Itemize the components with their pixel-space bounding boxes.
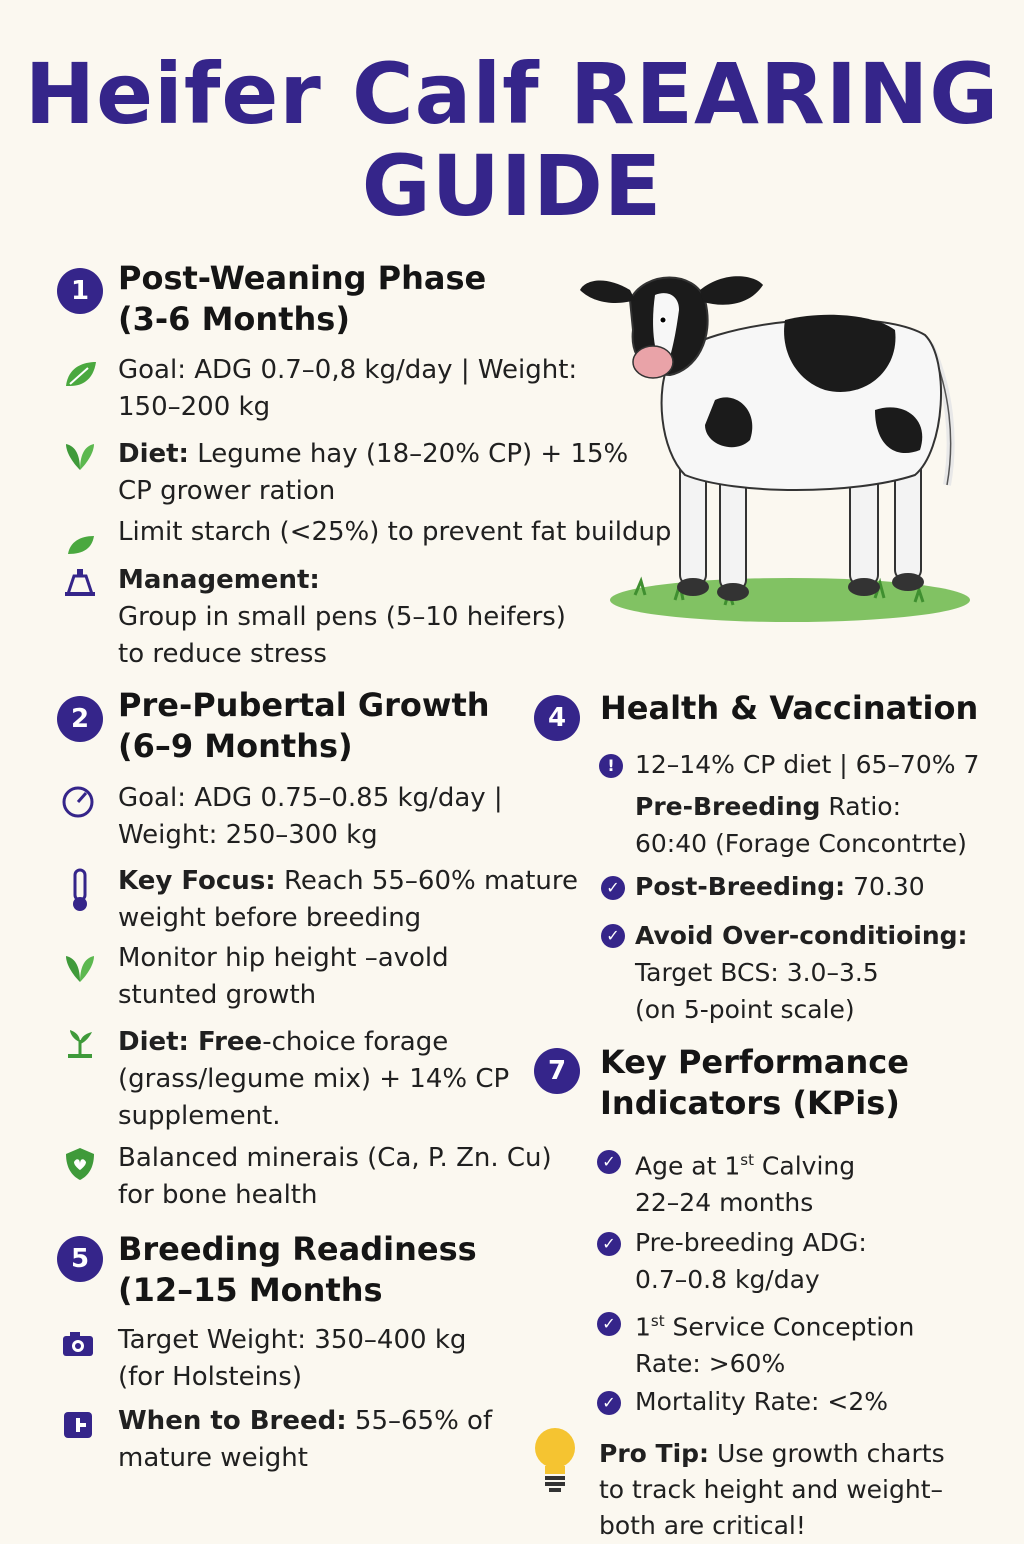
kpi-2-line-1: Pre-breeding ADG: [635, 1228, 867, 1257]
sprout-icon [62, 950, 98, 986]
calendar-icon [60, 1406, 96, 1442]
s1-management-label: Management: [118, 565, 320, 595]
section-4-heading: Health & Vaccination [600, 689, 979, 727]
s2-goal-line-1: Goal: ADG 0.75–0.85 kg/day | [118, 783, 503, 813]
s1-starch: Limit starch (<25%) to prevent fat buildup [118, 517, 672, 547]
kpi-3-text-b: Service Conception [664, 1312, 915, 1342]
shield-icon [62, 1146, 98, 1182]
pro-tip-line-3: both are critical! [599, 1511, 806, 1540]
check-icon: ✓ [597, 1391, 621, 1415]
s2-diet-line-1: -choice forage [262, 1027, 449, 1057]
kpi-2-line-2: 0.7–0.8 kg/day [635, 1265, 820, 1294]
s5-when-label: When to Breed: [118, 1406, 347, 1436]
section-5-number: 5 [57, 1236, 103, 1282]
small-leaf-icon [64, 524, 100, 560]
section-7-heading [600, 1042, 909, 1124]
section-7-heading-line-2: Indicators (KPis) [600, 1084, 900, 1122]
kpi-3-text-a: 1 [635, 1312, 651, 1342]
kpi-1-line-2: 22–24 months [635, 1188, 814, 1218]
s2-hip-line-2: stunted growth [118, 980, 317, 1010]
s5-target-line-2: (for Holsteins) [118, 1362, 302, 1392]
pro-tip-line-2: to track height and weight– [599, 1475, 944, 1504]
s4-avoid-line-1: Target BCS: 3.0–3.5 [635, 958, 879, 987]
kpi-age-first-calving [635, 1142, 855, 1221]
s2-minerals [118, 1140, 552, 1214]
kpi-conception-rate [635, 1303, 914, 1382]
s2-key-focus-line-2: weight before breeding [118, 903, 422, 933]
s4-avoid-line-2: (on 5-point scale) [635, 995, 855, 1024]
leaf-icon [62, 356, 98, 392]
thermometer-icon [62, 868, 98, 912]
s5-when-line-2: mature weight [118, 1443, 308, 1473]
s2-hip-height [118, 940, 449, 1014]
s1-management-line-2: to reduce stress [118, 639, 327, 669]
barn-icon [62, 564, 98, 600]
camera-icon [60, 1326, 96, 1362]
s2-key-focus-label: Key Focus: [118, 866, 276, 896]
section-4-number: 4 [534, 695, 580, 741]
s4-pre-line-1: Ratio: [820, 792, 901, 821]
kpi-1-text-b: Calving [753, 1151, 856, 1181]
section-5-heading-line-1: Breeding Readiness [118, 1230, 477, 1268]
section-2-heading-line-2: (6–9 Months) [118, 727, 353, 765]
s2-diet-label: Diet: Free [118, 1027, 263, 1057]
pro-tip-line-1: Use growth charts [709, 1439, 945, 1468]
bulb-icon [530, 1424, 580, 1496]
title-line-1: Heifer Calf REARING [24, 45, 1000, 143]
pro-tip-label: Pro Tip: [599, 1439, 710, 1468]
s4-pre-label: Pre-Breeding [635, 792, 821, 821]
section-2-number: 2 [57, 696, 103, 742]
s1-diet-line-1: Legume hay (18–20% CP) + 15% [188, 439, 629, 469]
s1-diet-label: Diet: [118, 439, 189, 469]
title-line-2: GUIDE [361, 137, 663, 235]
s2-minerals-line-2: for bone health [118, 1180, 318, 1210]
s1-goal [118, 352, 577, 426]
s2-diet-line-3: supplement. [118, 1101, 281, 1131]
check-icon: ✓ [597, 1150, 621, 1174]
s1-goal-line-2: 150–200 kg [118, 392, 271, 422]
s2-goal-line-2: Weight: 250–300 kg [118, 820, 378, 850]
s5-when-line-1: 55–65% of [346, 1406, 493, 1436]
section-2-heading [118, 685, 490, 767]
sprout-icon [62, 438, 98, 474]
check-icon: ✓ [601, 924, 625, 948]
s2-hip-line-1: Monitor hip height –avold [118, 943, 449, 973]
info-icon: ! [599, 754, 623, 778]
s1-goal-line-1: Goal: ADG 0.7–0,8 kg/day | Weight: [118, 355, 578, 385]
section-1-number: 1 [57, 268, 103, 314]
section-1-heading-line-2: (3-6 Months) [118, 300, 350, 338]
section-1-heading [118, 258, 486, 340]
section-2-heading-line-1: Pre-Pubertal Growth [118, 686, 490, 724]
s5-target-weight [118, 1322, 466, 1396]
s4-post-breeding [635, 868, 925, 905]
section-5-heading [118, 1229, 477, 1311]
s1-diet [118, 436, 628, 510]
check-icon: ✓ [597, 1312, 621, 1336]
section-7-number: 7 [534, 1048, 580, 1094]
s2-goal [118, 780, 503, 854]
kpi-1-text-a: Age at 1 [635, 1151, 741, 1181]
page-title [0, 45, 1024, 235]
s2-diet [118, 1024, 509, 1135]
heifer-calf-illustration [575, 250, 975, 630]
plant-icon [62, 1026, 98, 1062]
s4-avoid-label: Avoid Over-conditioing: [635, 921, 968, 950]
check-icon: ✓ [597, 1232, 621, 1256]
s4-cp-diet [635, 746, 979, 783]
s4-pre-line-2: 60:40 (Forage Concontrte) [635, 829, 967, 858]
s1-management [118, 562, 566, 673]
s2-key-focus-line-1: Reach 55–60% mature [275, 866, 579, 896]
s2-minerals-line-1: Balanced minerais (Ca, P. Zn. Cu) [118, 1143, 552, 1173]
s4-post-label: Post-Breeding: [635, 872, 846, 901]
s4-avoid-overconditioning [635, 917, 968, 1028]
s1-management-line-1: Group in small pens (5–10 heifers) [118, 602, 566, 632]
kpi-3-line-2: Rate: >60% [635, 1349, 786, 1379]
kpi-pre-breeding-adg [635, 1224, 867, 1298]
s2-key-focus [118, 863, 578, 937]
section-5-heading-line-2: (12–15 Months [118, 1271, 383, 1309]
gauge-icon [60, 784, 96, 820]
s4-pre-breeding [635, 788, 967, 862]
kpi-1-sup: st [740, 1151, 754, 1169]
kpi-mortality-rate: Mortality Rate: <2% [635, 1387, 889, 1416]
kpi-3-sup: st [650, 1312, 665, 1330]
section-7-heading-line-1: Key Performance [600, 1043, 909, 1081]
section-1-heading-line-1: Post-Weaning Phase [118, 259, 487, 297]
s4-cp-line-1: 12–14% CP diet | 65–70% 7 [635, 750, 980, 779]
s1-diet-line-2: CP grower ration [118, 476, 336, 506]
s5-when-to-breed [118, 1403, 492, 1477]
check-icon: ✓ [601, 876, 625, 900]
pro-tip [599, 1436, 945, 1544]
s4-post-value: 70.30 [845, 872, 925, 901]
s5-target-line-1: Target Weight: 350–400 kg [118, 1325, 467, 1355]
s2-diet-line-2: (grass/legume mix) + 14% CP [118, 1064, 510, 1094]
